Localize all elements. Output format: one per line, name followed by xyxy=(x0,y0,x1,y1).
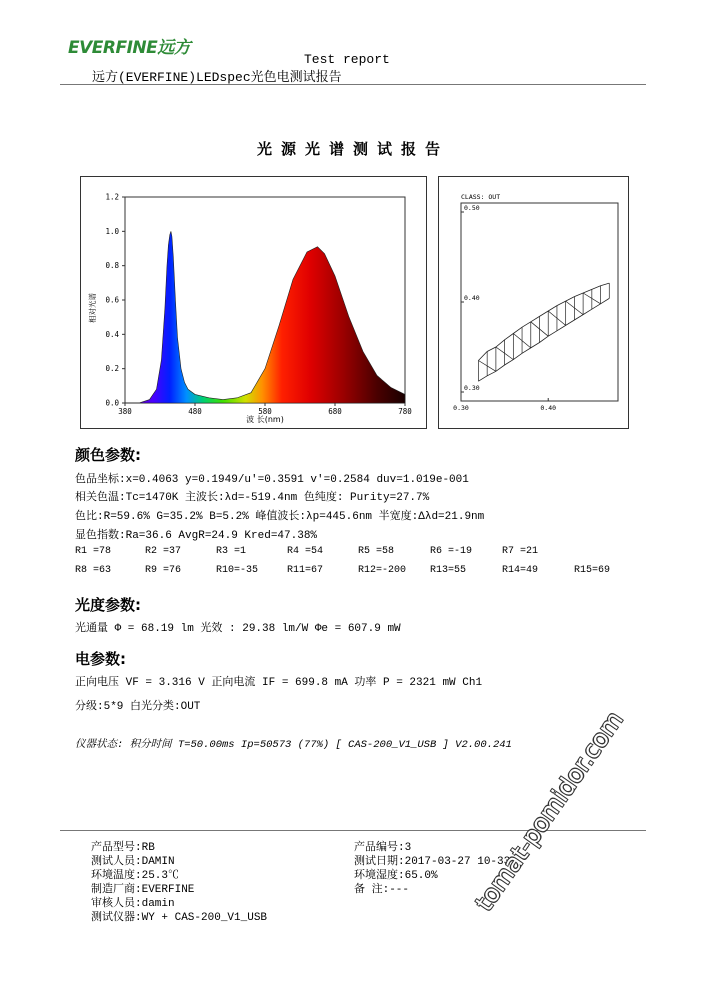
cie-chart xyxy=(439,177,628,428)
spectrum-y-tick-label: 0.0 xyxy=(105,398,119,408)
watermark: tomat-pomidor.com xyxy=(470,706,629,917)
header-divider xyxy=(60,84,646,85)
r-value: R9 =76 xyxy=(145,565,182,576)
spectrum-y-tick-label: 0.2 xyxy=(105,364,119,374)
r-value: R1 =78 xyxy=(75,546,112,557)
spectrum-x-tick-label: 780 xyxy=(398,407,412,416)
footer-remarks: 备 注:--- xyxy=(354,884,410,896)
cie-x-tick-label: 0.30 xyxy=(453,404,469,412)
electrical-line-2: 分级:5*9 白光分类:OUT xyxy=(75,701,201,713)
spectrum-area xyxy=(125,231,405,403)
spectrum-y-axis-label: 相对光谱 xyxy=(88,293,97,323)
spectrum-chart xyxy=(81,177,426,428)
r-value: R8 =63 xyxy=(75,565,112,576)
cie-y-tick-label: 0.50 xyxy=(464,204,480,212)
r-value: R10=-35 xyxy=(216,565,259,576)
spectrum-y-tick-label: 0.8 xyxy=(105,261,119,271)
color-ratio-line: 色比:R=59.6% G=35.2% B=5.2% 峰值波长:λp=445.6nm 半宽度:Δλd=21.9nm xyxy=(75,511,485,523)
r-value: R5 =58 xyxy=(358,546,395,557)
spectrum-x-tick-label: 680 xyxy=(328,407,342,416)
spectrum-x-tick-label: 580 xyxy=(258,407,272,416)
spectrum-y-tick-label: 0.4 xyxy=(105,329,119,339)
r-value: R4 =54 xyxy=(287,546,324,557)
cie-lower-boundary xyxy=(478,298,609,381)
footer-tester: 测试人员:DAMIN xyxy=(91,856,175,868)
spectrum-x-tick-label: 380 xyxy=(118,407,132,416)
report-subtitle: 远方(EVERFINE)LEDspec光色电测试报告 xyxy=(92,70,342,85)
everfine-logo: EVERFINE远方 xyxy=(68,38,191,58)
report-label: Test report xyxy=(304,52,390,67)
electrical-line-1: 正向电压 VF = 3.316 V 正向电流 IF = 699.8 mA 功率 P = 2321 mW Ch1 xyxy=(75,677,483,689)
cie-x-tick-label: 0.40 xyxy=(540,404,557,412)
spectrum-y-tick-label: 0.6 xyxy=(105,295,119,305)
r-value: R13=55 xyxy=(430,565,467,576)
r-value: R2 =37 xyxy=(145,546,182,557)
spectrum-y-tick-label: 1.0 xyxy=(105,226,119,236)
spectrum-chart-panel xyxy=(80,176,427,429)
cie-plot-frame xyxy=(461,203,618,401)
footer-product-number: 产品编号:3 xyxy=(354,842,412,854)
r-value: R12=-200 xyxy=(358,565,407,576)
r-value: R3 =1 xyxy=(216,546,247,557)
r-value: R14=49 xyxy=(502,565,539,576)
footer-instrument: 测试仪器:WY + CAS-200_V1_USB xyxy=(91,912,268,924)
cie-y-tick-label: 0.40 xyxy=(464,294,480,302)
photometric-line: 光通量 Φ = 68.19 lm 光效 : 29.38 lm/W Φe = 607.9 mW xyxy=(75,623,401,635)
cie-y-tick-label: 0.30 xyxy=(464,384,480,392)
cie-class-label: CLASS: OUT xyxy=(461,193,501,201)
footer-product-model: 产品型号:RB xyxy=(91,842,155,854)
spectrum-x-tick-label: 480 xyxy=(188,407,202,416)
instrument-status-line: 仪器状态: 积分时间 T=50.00ms Ip=50573 (77%) [ CAS-200_V1_USB ] V2.00.241 xyxy=(75,739,512,751)
r-value: R11=67 xyxy=(287,565,324,576)
footer-test-date: 测试日期:2017-03-27 10-33 xyxy=(354,856,511,868)
r-value: R15=69 xyxy=(574,565,611,576)
footer-ambient-temp: 环境温度:25.3℃ xyxy=(91,870,180,882)
footer-humidity: 环境湿度:65.0% xyxy=(354,870,438,882)
spectrum-y-tick-label: 1.2 xyxy=(105,192,119,202)
chromaticity-line: 色品坐标:x=0.4063 y=0.1949/u'=0.3591 v'=0.2584 duv=1.019e-001 xyxy=(75,474,469,486)
electrical-heading: 电参数: xyxy=(75,650,126,668)
page-title: 光源光谱测试报告 xyxy=(256,140,449,158)
cct-line: 相关色温:Tc=1470K 主波长:λd=-519.4nm 色纯度: Purity=27.7% xyxy=(75,492,430,504)
cie-chart-panel xyxy=(438,176,629,429)
r-value: R7 =21 xyxy=(502,546,539,557)
spectrum-x-axis-label: 波 长(nm) xyxy=(246,415,284,424)
r-value: R6 =-19 xyxy=(430,546,473,557)
footer-reviewer: 审核人员:damin xyxy=(91,898,175,910)
cri-line: 显色指数:Ra=36.6 AvgR=24.9 Kred=47.38% xyxy=(75,530,318,542)
color-params-heading: 颜色参数: xyxy=(75,446,141,464)
photometric-heading: 光度参数: xyxy=(75,596,141,614)
footer-manufacturer: 制造厂商:EVERFINE xyxy=(91,884,195,896)
footer-divider xyxy=(60,830,646,831)
